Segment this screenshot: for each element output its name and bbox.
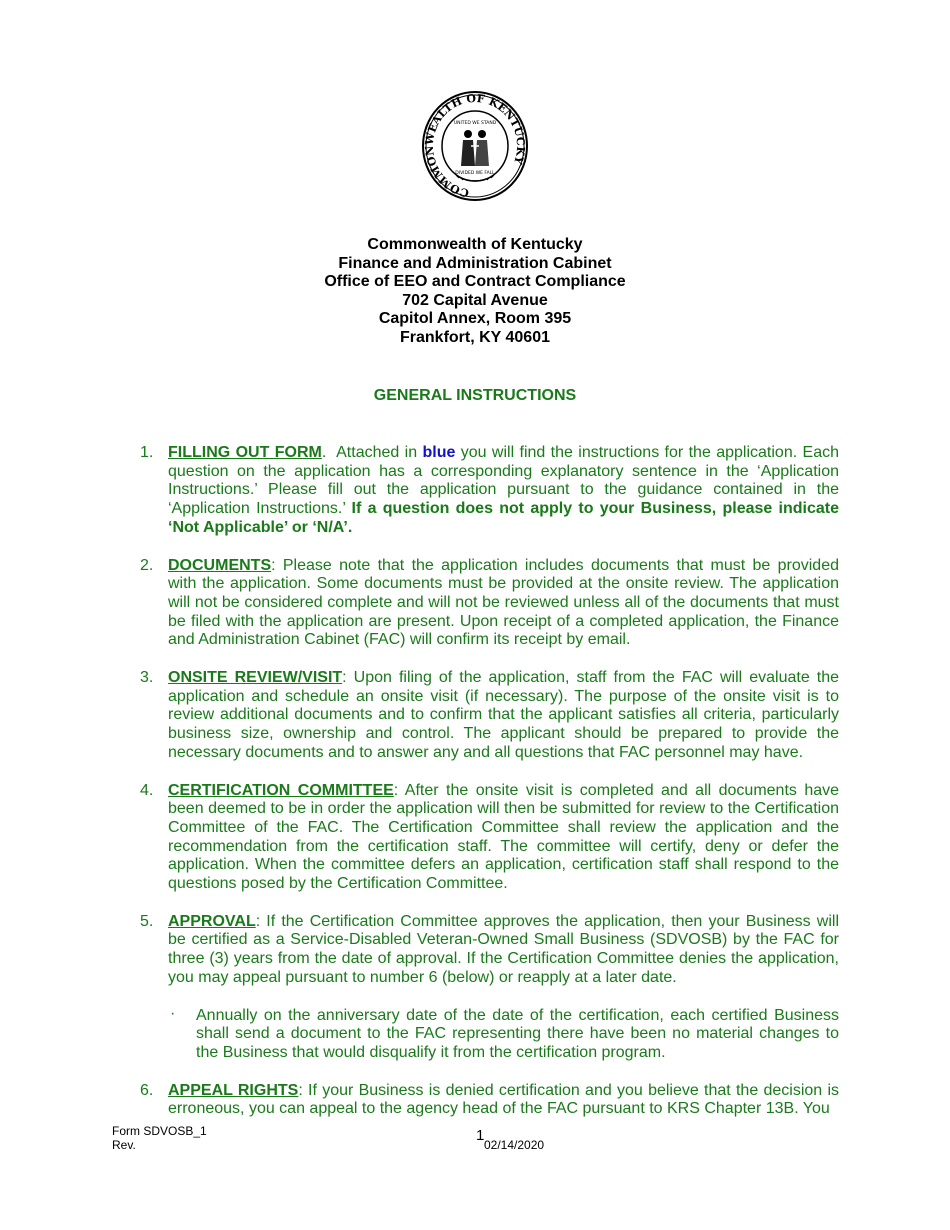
section-title: GENERAL INSTRUCTIONS [373,387,577,404]
agency-address-block [0,236,950,348]
item-number: 4. [140,781,154,799]
item-text: Upon filing of the application, staff from the FAC will evaluate the application and schedule an onsite visit (if necessary). The purpose of the onsite visit is to review additional documents and to confirm that the applicant satisfies all criteria, particularly business size, ownership and control. The applicant should be prepared to provide the necessary documents and to answer any and all questions that FAC personnel may have. [168,669,839,761]
instruction-item: 6. APPEAL RIGHTS: If your Business is denied certification and you believe that the decision is erroneous, you can appeal to the agency head of the FAC pursuant to KRS Chapter 13B. You [140,1081,840,1118]
header-line: Frankfort, KY 40601 [400,328,550,346]
item-bold-note: If a question does not apply to your Business, please indicate ‘Not Applicable’ or ‘N/A’. [168,500,839,536]
page-number: 1 [476,1127,485,1144]
item-number: 2. [140,556,154,574]
header-line: 702 Capital Avenue [402,291,548,309]
item-heading: ONSITE REVIEW/VISIT [168,669,343,687]
svg-text:DIVIDED WE FALL: DIVIDED WE FALL [455,171,495,176]
header-line: Capitol Annex, Room 395 [378,310,572,328]
item-heading: APPEAL RIGHTS [168,1081,299,1099]
svg-text:UNITED WE STAND: UNITED WE STAND [453,121,497,126]
item-number: 6. [140,1081,154,1099]
instruction-item: 2. DOCUMENTS: Please note that the application includes documents that must be provided with the application. Some documents must be provided at the onsite review. The application will not be considered complete and will not be reviewed unless all of the documents that must be filed with the application are present. Upon receipt of a completed application, the Finance and Administration Cabinet (FAC) will confirm its receipt by email. [140,556,839,649]
item-text: you will find the instructions for the application. Each question on the application has a corresponding explanatory sentence in the ‘Application Instructions.’ Please fill out the application pursuant to the guidance contained in the ‘Application Instructions.’ [168,444,839,518]
revision-label: Rev. [112,1138,136,1152]
item-heading: FILLING OUT FORM [168,444,322,461]
blue-highlight: blue [422,444,456,461]
instruction-item: 3. ONSITE REVIEW/VISIT: Upon filing of the application, staff from the FAC will evaluate the application and schedule an onsite visit (if necessary). The purpose of the onsite visit is to review additional documents and to confirm that the applicant satisfies all criteria, particularly business size, ownership and control. The applicant should be prepared to provide the necessary documents and to answer any and all questions that FAC personnel may have. [140,669,839,761]
item-number: 1. [140,444,154,461]
bullet-marker: · [170,1004,176,1022]
instruction-item: 5. APPROVAL: If the Certification Committee approves the application, then your Business will be certified as a Service-Disabled Veteran-Owned Small Business (SDVOSB) by the FAC for three (3) years from the date of approval. If the Certification Committee denies the application, you may appeal pursuant to number 6 (below) or reapply at a later date. [140,912,839,986]
header-line: Finance and Administration Cabinet [338,254,612,272]
header-line: Office of EEO and Contract Compliance [324,273,626,291]
item-text: If your Business is denied certification and you believe that the decision is erroneous, you can appeal to the agency head of the FAC pursuant to KRS Chapter 13B. You [168,1081,840,1118]
item-number: 3. [140,669,154,687]
kentucky-seal-icon [421,90,529,202]
item-number: 5. [140,912,154,930]
revision-date: 02/14/2020 [484,1138,545,1152]
instruction-item: 1. FILLING OUT FORM. Attached in blue you will find the instructions for the application. Each question on the application has a corresponding explanatory sentence in the ‘Application Instructions.’ Please fill out the application pursuant to the guidance contained in the ‘Application Instructions.’ If a question does not apply to your Business, please indicate ‘Not Applicable’ or ‘N/A’. [140,444,839,536]
instructions-list [139,444,839,1138]
bullet-item [139,1004,839,1063]
form-number: Form SDVOSB_1 [112,1124,207,1138]
item-heading: APPROVAL [168,912,256,930]
item-text: If the Certification Committee approves the application, then your Business will be certified as a Service-Disabled Veteran-Owned Small Business (SDVOSB) by the FAC for three (3) years from the date of approval. If the Certification Committee denies the application, you may appeal pursuant to number 6 (below) or reapply at a later date. [168,912,839,986]
form-id-footer [112,1124,207,1152]
item-heading: DOCUMENTS [168,556,272,574]
item-heading: CERTIFICATION COMMITTEE [168,781,394,799]
instruction-item: 4. CERTIFICATION COMMITTEE: After the onsite visit is completed and all documents have been deemed to be in order the application will then be submitted for review to the Certification Committee of the FAC. The Certification Committee shall review the application and the recommendation from the certification staff. The committee will certify, deny or defer the application. When the committee defers an application, certification staff shall respond to the questions posed by the Certification Committee. [140,781,840,893]
bullet-text: Annually on the anniversary date of the date of the certification, each certified Business shall send a document to the FAC representing there have been no material changes to the Business that would disqualify it from the certification program. [196,1006,839,1061]
svg-text:COMMONWEALTH OF KENTUCKY: COMMONWEALTH OF KENTUCKY [422,91,528,200]
header-line: Commonwealth of Kentucky [367,236,583,253]
item-text: After the onsite visit is completed and all documents have been deemed to be in order the application will then be submitted for review to the Certification Committee of the FAC. The Certification Committee shall review the application and the recommendation from the certification staff. The committee will certify, deny or defer the application. When the committee defers an application, certification staff shall respond to the questions posed by the Certification Committee. [168,781,840,893]
item-text: Please note that the application includes documents that must be provided with the application. Some documents must be provided at the onsite review. The application will not be considered complete and will not be reviewed unless all of the documents that must be filed with the application are present. Upon receipt of a completed application, the Finance and Administration Cabinet (FAC) will confirm its receipt by email. [168,556,839,649]
